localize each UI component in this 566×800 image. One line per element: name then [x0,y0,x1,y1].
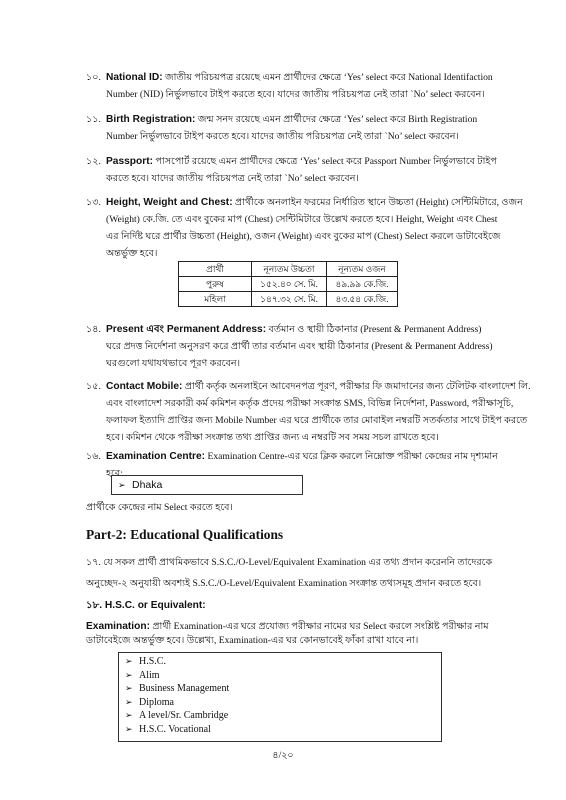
item-text-line: পাসপোর্ট রয়েছে এমন প্রার্থীদের ক্ষেত্রে ‘Yes’ select করে Passport Number নির্ভুলভাবে টাইপ [155,156,497,167]
centre-note: প্রার্থীকে কেন্দ্রের নাম Select করতে হবে। [86,502,233,513]
section-title: Part-2: Educational Qualifications [86,527,284,542]
item-contact-mobile [86,378,531,446]
item-number: ১৬. [86,451,101,462]
item-text-line: প্রার্থী কর্তৃক অনলাইনে আবেদনপত্র পূরণ, পরীক্ষার ফি জমাদানের জন্য টেলিটক বাংলাদেশ লি. [184,381,531,392]
item-heading: Passport: [106,156,153,167]
item-number: ১০. [86,72,101,83]
item-address [86,321,510,372]
exam-option-label: Business Management [139,683,230,695]
item-number: ১৫. [86,381,101,392]
exam-options-box [118,652,442,742]
item-text-line: Number নির্ভুলভাবে টাইপ করতে হবে। যাদের জাতীয় পরিচয়পত্র নেই তারা `No’ select করবেন। [106,131,459,142]
item-text-line: প্রার্থীকে অনলাইন ফরমের নির্ধারিত স্থানে উচ্চতা (Height) সেন্টিমিটারে, ওজন [235,197,523,208]
item-heading: National ID: [106,72,163,83]
item-18-heading: ১৮. H.S.C. or Equivalent: [86,600,206,611]
arrow-bullet-icon: ➢ [125,683,133,694]
item-number: ১১. [86,114,101,125]
item-height-weight-chest [86,194,523,262]
exam-option [119,669,441,683]
table-cell: ১৪৭.৩২ সে. মি. [252,292,327,307]
table-header-cell: প্রার্থী [179,262,252,277]
item-number: ১৪. [86,324,101,335]
table-row [179,292,398,307]
arrow-bullet-icon: ➢ [125,656,133,666]
table-row [179,277,398,292]
item-national-id [86,69,510,103]
centre-option-box [111,475,303,495]
exam-text-line: ডাটাবেইজে অন্তর্ভুক্ত হবে। উল্লেখ্য, Examination-এর ঘর কোনভাবেই ফাঁকা রাখা যাবে না। [86,635,419,646]
item-text-line: হবে। কমিশন থেকে পরীক্ষা সংক্রান্ত তথ্য প্রাপ্তির জন্য এ নম্বরটি সব সময় সচল রাখতে হবে। [106,432,439,443]
table-cell: ১৫২.৪০ সে. মি. [252,277,327,292]
exam-option-label: A level/Sr. Cambridge [139,710,229,722]
exam-option-label: Diploma [139,696,174,708]
item-text-line: ঘরে প্রদত্ত নির্দেশনা অনুসরণ করে প্রার্থী তার বর্তমান এবং স্থায়ী ঠিকানার (Present & Permanent Address) [106,341,493,352]
table-cell: মহিলা [179,292,252,307]
page-number: ৪/২০ [272,751,294,761]
item-heading: Birth Registration: [106,114,196,125]
item-text-line: করতে হবে। যাদের জাতীয় পরিচয়পত্র নেই তারা `No’ select করবেন। [106,173,359,184]
item-number: ১৩. [86,197,101,208]
item-text-line: বর্তমান ও স্থায়ী ঠিকানার (Present & Permanent Address) [268,324,482,335]
item-17-line: অনুচ্ছেদ-২ অনুযায়ী অবশ্যই S.S.C./O-Level/Equivalent Examination সংক্রান্ত তথ্যসমূহ প্রদান করতে হবে। [86,578,482,589]
minimum-measurement-table [178,261,398,307]
item-birth-registration [86,111,510,145]
item-text-line: ঘরগুলো যথাযথভাবে পূরণ করবেন। [106,358,241,369]
item-text-line: (Weight) কে.জি. তে এবং বুকের মাপ (Chest) সেন্টিমিটারে উল্লেখ করতে হবে। Height, Weight এবং Chest [106,214,498,225]
item-number: ১২. [86,156,101,167]
arrow-bullet-icon: ➢ [125,669,133,680]
arrow-bullet-icon: ➢ [125,710,133,721]
item-text-line: হবে: [106,468,123,479]
table-header-cell: নূন্যতম উচ্চতা [252,262,327,277]
arrow-bullet-icon: ➢ [118,480,126,490]
item-text-line: জাতীয় পরিচয়পত্র রয়েছে এমন প্রার্থীদের ক্ষেত্রে ‘Yes’ select করে National Identifaction [165,72,493,83]
table-header-cell: নূন্যতম ওজন [327,262,398,277]
item-text-line: অন্তর্ভুক্ত হবে। [106,248,158,259]
exam-option [119,709,441,723]
exam-option-label: H.S.C. [139,656,166,667]
exam-option-label: H.S.C. Vocational [139,723,211,735]
arrow-bullet-icon: ➢ [125,723,133,734]
exam-text: প্রার্থী Examination-এর ঘরে প্রযোজ্য পরীক্ষার নামের ঘর Select করলে সংশ্লিষ্ট পরীক্ষার নাম [152,621,489,632]
centre-option: Dhaka [132,479,163,491]
table-cell: ৪৩.৫৪ কে.জি. [327,292,398,307]
exam-option [119,696,441,710]
item-text-line: ফলাফল ইত্যাদি প্রাপ্তির জন্য Mobile Number এর ঘরে প্রার্থীকে তার মোবাইল নম্বরটি সতর্কতার সাথে টাইপ করতে [106,415,528,426]
item-text-line: এবং বাংলাদেশ সরকারী কর্ম কমিশন কর্তৃক প্রদেয় পরীক্ষা সংক্রান্ত SMS, বিভিন্ন নির্দেশনা, Password, পরীক্ষাসূচি, [106,398,514,409]
arrow-bullet-icon: ➢ [125,696,133,707]
exam-option [119,682,441,696]
table-cell: পুরুষ [179,277,252,292]
table-cell: ৪৯.৯৯ কে.জি. [327,277,398,292]
item-heading: Present এবং Permanent Address: [106,324,267,335]
exam-option [119,655,441,669]
item-passport [86,153,510,187]
item-text-line: Examination Centre-এর ঘরে ক্লিক করলে নিম্নোক্ত পরীক্ষা কেন্দ্রের নাম দৃশ্যমান [207,451,498,462]
item-text-line: এর নির্দিষ্ট ঘরে প্রার্থীর উচ্চতা (Height), ওজন (Weight) এবং বুকের মাপ (Chest) Select করলে ডাটাবেইজে [106,231,501,242]
item-heading: Contact Mobile: [106,381,183,392]
item-heading: Examination Centre: [106,451,206,462]
item-heading: Height, Weight and Chest: [106,197,233,208]
exam-option-label: Alim [139,669,160,681]
exam-option [119,723,441,737]
item-17-line: ১৭. যে সকল প্রার্থী প্রাথমিকভাবে S.S.C./O-Level/Equivalent Examination এর তথ্য প্রদান করেননি তাদেরকে [86,557,493,568]
item-text-line: জন্ম সনদ রয়েছে এমন প্রার্থীদের ক্ষেত্রে ‘Yes’ select করে Birth Registration [197,114,478,125]
exam-heading: Examination: [86,621,150,632]
table-header-row [179,262,398,277]
item-text-line: Number (NID) নির্ভুলভাবে টাইপ করতে হবে। যাদের জাতীয় পরিচয়পত্র নেই তারা `No’ select করবেন। [106,89,485,100]
